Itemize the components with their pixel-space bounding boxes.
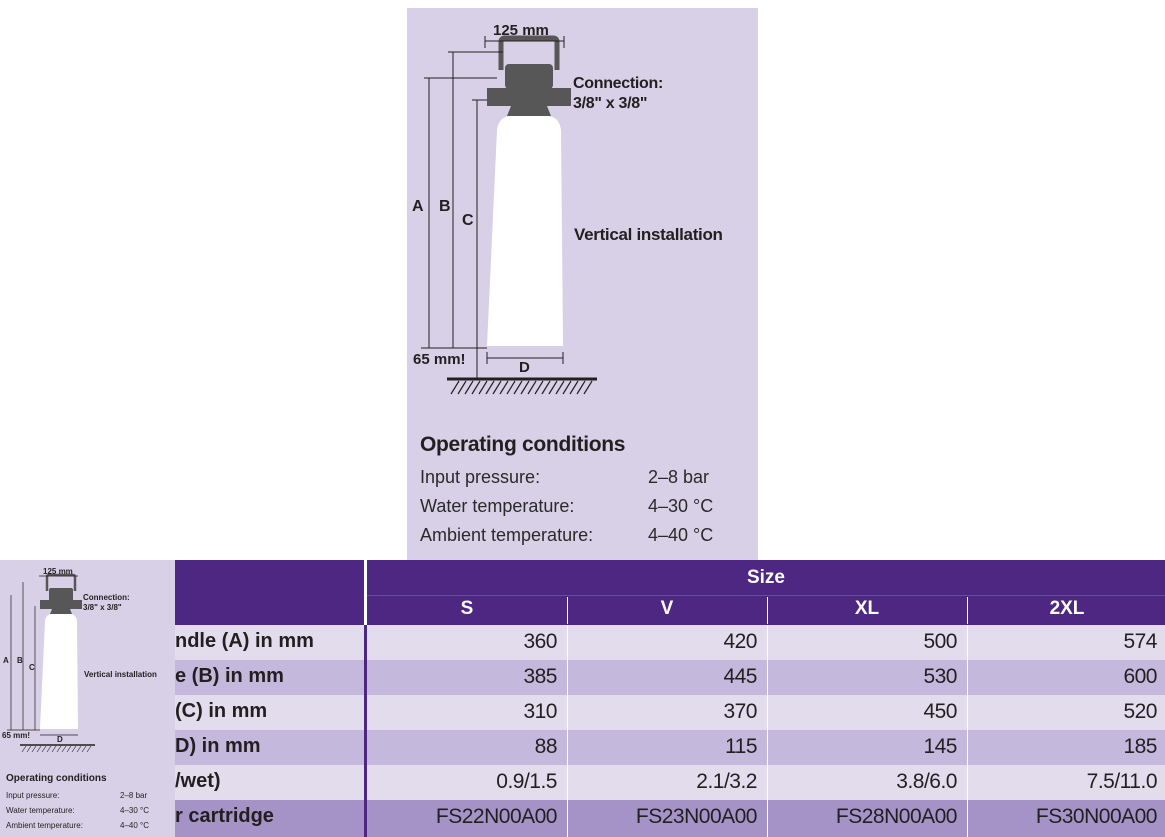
dimension-a-label: A: [412, 198, 424, 215]
table-cell: 360: [523, 630, 557, 653]
table-cell: 115: [725, 735, 757, 758]
water-temperature-label: Water temperature:: [420, 496, 575, 516]
table-cell: 7.5/11.0: [1086, 770, 1157, 793]
installation-diagram-panel: [407, 8, 758, 560]
thumbnail-width-label: 125 mm: [43, 567, 73, 576]
dimension-b-label: B: [439, 198, 451, 215]
column-header-xl: XL: [854, 598, 880, 619]
row-label: /wet): [175, 770, 221, 792]
thumbnail-operating-title: Operating conditions: [6, 773, 107, 784]
table-cell: 185: [1123, 735, 1157, 758]
operating-conditions-title: Operating conditions: [420, 433, 626, 456]
thumbnail-connection-value: 3/8" x 3/8": [83, 603, 122, 612]
column-divider: [967, 625, 968, 837]
size-header: Size: [746, 567, 786, 588]
thumbnail-clearance-label: 65 mm!: [2, 731, 31, 740]
table-cell: 420: [723, 630, 757, 653]
table-cell: 310: [523, 700, 557, 723]
table-cell: 3.8/6.0: [896, 770, 957, 793]
thumbnail-dimension-d: D: [57, 735, 63, 744]
column-divider: [767, 625, 768, 837]
clearance-label: 65 mm!: [413, 351, 466, 368]
table-header: [175, 560, 1165, 625]
installation-diagram-thumbnail: [0, 560, 175, 837]
header-rule: [367, 595, 1165, 596]
table-cell: 600: [1123, 665, 1157, 688]
water-temperature-value: 4–30 °C: [648, 496, 714, 516]
table-cell: 450: [923, 700, 957, 723]
table-cell: 500: [923, 630, 957, 653]
row-label: e (B) in mm: [175, 665, 284, 687]
thumbnail-water-temp-value: 4–30 °C: [120, 806, 149, 815]
table-cell: FS28N00A00: [835, 805, 957, 828]
input-pressure-value: 2–8 bar: [648, 467, 710, 487]
table-cell: FS23N00A00: [635, 805, 757, 828]
thumbnail-vertical-label: Vertical installation: [84, 670, 157, 679]
table-cell: 520: [1123, 700, 1157, 723]
width-dimension-label: 125 mm: [493, 22, 549, 39]
dimension-c-label: C: [462, 212, 474, 229]
label-column-divider: [364, 625, 367, 837]
table-cell: 0.9/1.5: [496, 770, 557, 793]
table-cell: 145: [923, 735, 957, 758]
thumbnail-water-temp-label: Water temperature:: [6, 806, 75, 815]
thumbnail-pressure-label: Input pressure:: [6, 791, 60, 800]
table-row: [175, 695, 1165, 730]
column-divider: [567, 625, 568, 837]
thumbnail-connection-label: [83, 593, 130, 613]
connection-label: [573, 74, 663, 114]
table-row: [175, 625, 1165, 660]
table-row: [175, 800, 1165, 837]
column-header-v: V: [660, 598, 674, 619]
thumbnail-connection-title: Connection:: [83, 593, 130, 602]
row-label: D) in mm: [175, 735, 261, 757]
table-cell: 445: [723, 665, 757, 688]
row-label: r cartridge: [175, 805, 274, 827]
vertical-installation-label: Vertical installation: [574, 225, 723, 244]
ambient-temperature-value: 4–40 °C: [648, 525, 714, 545]
thumbnail-dimension-b: B: [17, 656, 23, 665]
table-row: [175, 765, 1165, 800]
input-pressure-label: Input pressure:: [420, 467, 541, 487]
table-cell: 530: [923, 665, 957, 688]
column-header-2xl: 2XL: [1049, 598, 1085, 619]
table-row: [175, 730, 1165, 765]
thumbnail-dimension-a: A: [3, 656, 9, 665]
table-cell: 370: [723, 700, 757, 723]
ambient-temperature-label: Ambient temperature:: [420, 525, 594, 545]
connection-value: 3/8" x 3/8": [573, 95, 648, 112]
size-specification-table: [175, 560, 1165, 837]
dimension-d-label: D: [519, 359, 530, 376]
table-cell: FS22N00A00: [435, 805, 557, 828]
thumbnail-ambient-temp-label: Ambient temperature:: [6, 821, 83, 830]
table-cell: 385: [523, 665, 557, 688]
thumbnail-pressure-value: 2–8 bar: [120, 791, 148, 800]
table-cell: 88: [534, 735, 557, 758]
table-row: [175, 660, 1165, 695]
connection-title: Connection:: [573, 75, 664, 92]
row-label: ndle (A) in mm: [175, 630, 314, 652]
table-cell: 2.1/3.2: [696, 770, 757, 793]
table-cell: 574: [1123, 630, 1157, 653]
row-label: (C) in mm: [175, 700, 268, 722]
table-cell: FS30N00A00: [1035, 805, 1157, 828]
thumbnail-ambient-temp-value: 4–40 °C: [120, 821, 149, 830]
column-header-s: S: [460, 598, 474, 619]
thumbnail-dimension-c: C: [29, 663, 35, 672]
